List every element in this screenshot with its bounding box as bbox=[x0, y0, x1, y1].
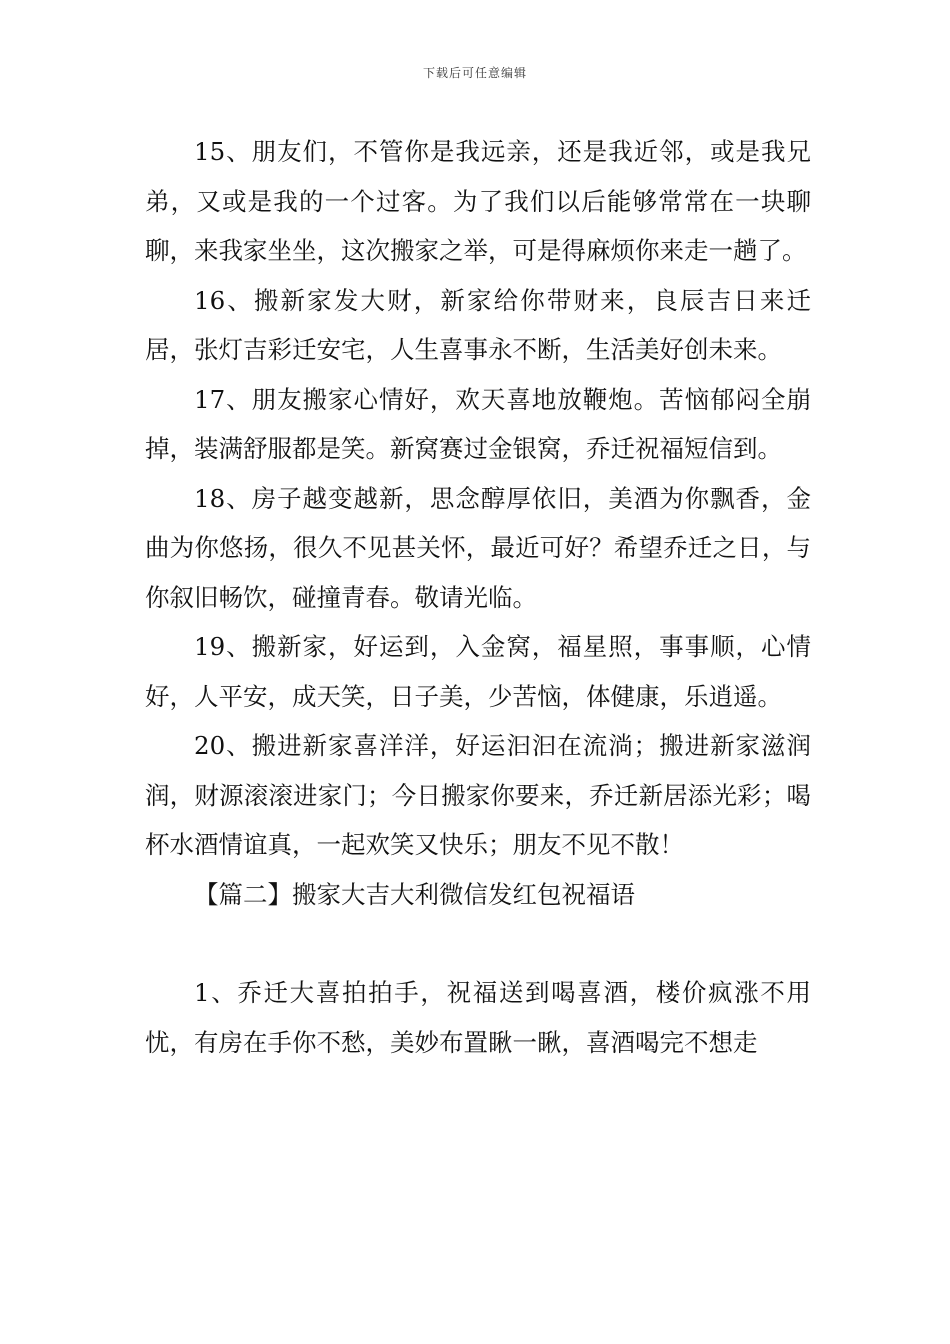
section-paragraph-1: 1、乔迁大喜拍拍手，祝福送到喝喜酒，楼价疯涨不用忧，有房在手你不愁，美妙布置瞅一瞅，喜酒喝完不想走 bbox=[145, 978, 811, 1057]
paragraph-20: 20、搬进新家喜洋洋，好运汩汩在流淌；搬进新家滋润润，财源滚滚进家门；今日搬家你要来，乔迁新居添光彩；喝杯水酒情谊真，一起欢笑又快乐；朋友不见不散！ bbox=[145, 731, 811, 859]
paragraph-17: 17、朋友搬家心情好，欢天喜地放鞭炮。苦恼郁闷全崩掉，装满舒服都是笑。新窝赛过金银窝，乔迁祝福短信到。 bbox=[145, 384, 811, 463]
paragraph-18: 18、房子越变越新，思念醇厚依旧，美酒为你飘香，金曲为你悠扬，很久不见甚关怀，最近可好？希望乔迁之日，与你叙旧畅饮，碰撞青春。敬请光临。 bbox=[145, 483, 811, 612]
page-header-note: 下载后可任意编辑 bbox=[422, 66, 527, 80]
paragraph-15: 15、朋友们，不管你是我远亲，还是我近邻，或是我兄弟，又或是我的一个过客。为了我们以后能够常常在一块聊聊，来我家坐坐，这次搬家之举，可是得麻烦你来走一趟了。 bbox=[145, 137, 811, 265]
paragraph-19: 19、搬新家，好运到，入金窝，福星照，事事顺，心情好，人平安，成天笑，日子美，少苦恼，体健康，乐逍遥。 bbox=[145, 632, 811, 711]
paragraph-16: 16、搬新家发大财，新家给你带财来，良辰吉日来迁居，张灯吉彩迁安宅，人生喜事永不断，生活美好创未来。 bbox=[145, 285, 811, 364]
section-spacer bbox=[145, 919, 811, 968]
section-heading: 【篇二】搬家大吉大利微信发红包祝福语 bbox=[194, 879, 635, 909]
document-body bbox=[145, 127, 811, 1067]
